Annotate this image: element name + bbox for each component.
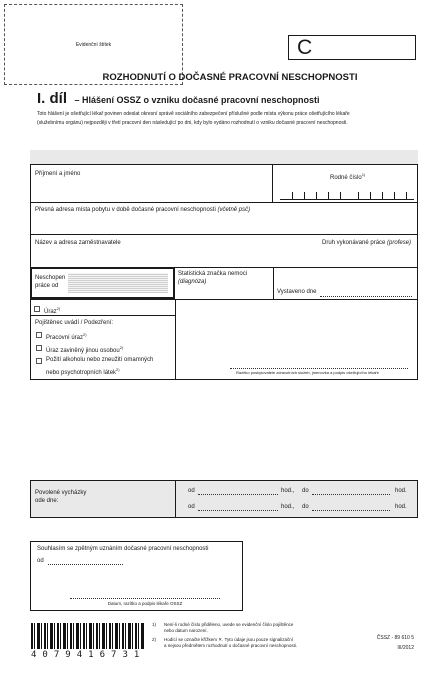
form-letter-box	[288, 35, 416, 60]
part-title: – Hlášení OSSZ o vzniku dočasné pracovní neschopnosti	[74, 95, 320, 105]
outings-label-2: ode dne:	[35, 498, 59, 504]
insured-states-label: Pojištěnec uvádí / Podezření:	[35, 320, 114, 326]
diagnosis-label-2: (diagnóza)	[178, 279, 207, 285]
form-code: ČSSZ - 89 610 5	[376, 635, 414, 641]
part-heading	[37, 90, 320, 108]
outings-hour-1: hod.,	[281, 488, 295, 494]
alcohol-checkbox[interactable]	[36, 358, 42, 364]
form-letter: C	[297, 36, 313, 59]
outings-to-1: do	[302, 488, 309, 494]
gray-band	[30, 150, 418, 164]
barcode	[31, 623, 145, 649]
name-label: Příjmení a jméno	[35, 171, 81, 177]
outings-from-1: od	[188, 488, 195, 494]
consent-from: od	[37, 558, 44, 564]
consent-sign-label: Datum, razítko a podpis lékaře OSSZ	[107, 601, 183, 606]
incapable-box[interactable]	[30, 267, 175, 299]
outings-to-2: do	[302, 504, 309, 510]
outings-label-1: Povolené vycházky	[35, 490, 87, 496]
outings-hour-end-1: hod.	[395, 488, 407, 494]
doctor-sign-label: Razítko poskytovatele zdravotních služeb, jmenovka a podpis ošetřujícího lékaře	[236, 370, 379, 375]
work-injury-checkbox[interactable]	[36, 332, 42, 338]
employer-label: Název a adresa zaměstnavatele	[35, 240, 121, 246]
incapable-label-1: Neschopen	[35, 275, 66, 281]
label-sticker-text: Evidenční štítek	[75, 42, 112, 48]
outings-hour-end-2: hod.	[395, 504, 407, 510]
work-injury-label: Pracovní úraz$^{2)}$	[46, 332, 87, 341]
consent-title: Souhlasím se zpětným uznáním dočasné pracovní neschopnosti	[37, 546, 209, 552]
injury-checkbox[interactable]	[34, 306, 40, 312]
footnote-1: 1) Není-li rodné číslo přiděleno, uvede se evidenční číslo pojištěnce nebo datum narození.	[152, 622, 294, 633]
alcohol-label-1: Požití alkoholu nebo zneužití omamných	[46, 357, 154, 363]
address-label: Přesná adresa místa pobytu v době dočasné pracovní neschopnosti (včetně psč)	[35, 207, 251, 213]
birth-number-label: Rodné číslo$^{1)}$	[330, 172, 366, 181]
alcohol-label-2: nebo psychotropních látek$^{2)}$	[46, 367, 120, 376]
injury-label: Úraz$^{2)}$	[44, 306, 61, 315]
instruction-line-1: Toto hlášení je ošetřující lékař povinen odeslat okresní správě sociálního zabezpečení příslušné podle místa výkonu práce ošetřujícího lékaře	[37, 111, 350, 117]
work-type-label: Druh vykonávané práce (profese)	[322, 240, 412, 246]
outings-hour-2: hod.,	[281, 504, 295, 510]
diagnosis-label-1: Statistická značka nemoci	[178, 271, 248, 277]
barcode-number: 4 0 7 9 4 1 6 7 3 1	[31, 650, 140, 660]
footnote-2: 2) Hodící se označte křížkem ✕. Tyto údaje jsou pouze signalizační a nejsou předmětem rozhodnutí o dočasné pracovní neschopnosti.	[152, 637, 298, 648]
outings-box	[30, 480, 418, 518]
incapable-label-2: práce od	[35, 283, 59, 289]
instruction-line-2: (služebnímu orgánu) nejpozději v třetí pracovní den následující po dni, kdy bylo vydáno rozhodnutí o vzniku dočasné pracovní neschopnosti.	[37, 120, 348, 126]
birth-number-field[interactable]	[280, 188, 414, 200]
injury-other-label: Úraz zaviněný jinou osobou$^{2)}$	[46, 345, 124, 354]
form-version: III/2012	[397, 645, 414, 651]
outings-from-2: od	[188, 504, 195, 510]
part-number: I. díl	[37, 90, 67, 107]
incapable-date-field[interactable]	[68, 273, 168, 293]
main-title: ROZHODNUTÍ O DOČASNÉ PRACOVNÍ NESCHOPNOSTI	[102, 72, 358, 83]
injury-other-checkbox[interactable]	[36, 345, 42, 351]
issued-label: Vystaveno dne	[277, 289, 317, 295]
